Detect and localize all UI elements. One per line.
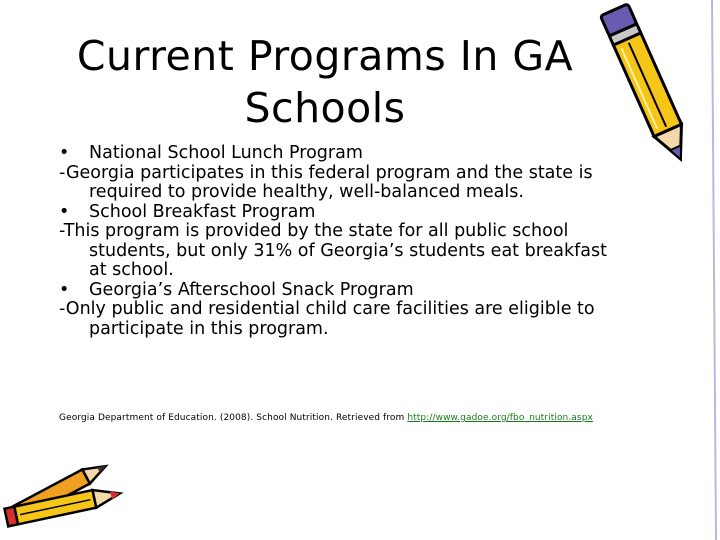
detail-line: -This program is provided by the state for all public school bbox=[59, 221, 569, 241]
bullet-item bbox=[59, 203, 659, 223]
bullet-dot: • bbox=[59, 279, 70, 300]
title-line-1: Current Programs In GA bbox=[76, 32, 574, 80]
citation-link[interactable]: http://www.gadoe.org/fbo_nutrition.aspx bbox=[407, 413, 593, 423]
slide-title bbox=[40, 30, 610, 134]
pencils-icon bbox=[0, 440, 130, 540]
citation-text: Georgia Department of Education. (2008). School Nutrition. Retrieved from bbox=[59, 413, 408, 423]
bullet-heading: School Breakfast Program bbox=[89, 201, 316, 222]
bullet-dot: • bbox=[59, 201, 70, 222]
detail-line: required to provide healthy, well-balanced meals. bbox=[89, 182, 524, 202]
detail-line: students, but only 31% of Georgia’s students eat breakfast bbox=[89, 240, 607, 261]
bullet-item bbox=[59, 144, 659, 164]
body-text bbox=[59, 144, 659, 339]
detail-line: -Only public and residential child care facilities are eligible to bbox=[59, 299, 595, 319]
bullet-heading: Georgia’s Afterschool Snack Program bbox=[89, 279, 414, 300]
bullet-dot: • bbox=[59, 143, 70, 163]
detail-line: at school. bbox=[89, 260, 174, 280]
citation bbox=[59, 413, 593, 423]
bullet-heading: National School Lunch Program bbox=[89, 143, 363, 163]
detail-line: participate in this program. bbox=[89, 318, 329, 339]
title-line-2: Schools bbox=[244, 84, 406, 132]
detail-line: -Georgia participates in this federal program and the state is bbox=[59, 162, 593, 183]
bullet-item bbox=[59, 281, 659, 301]
